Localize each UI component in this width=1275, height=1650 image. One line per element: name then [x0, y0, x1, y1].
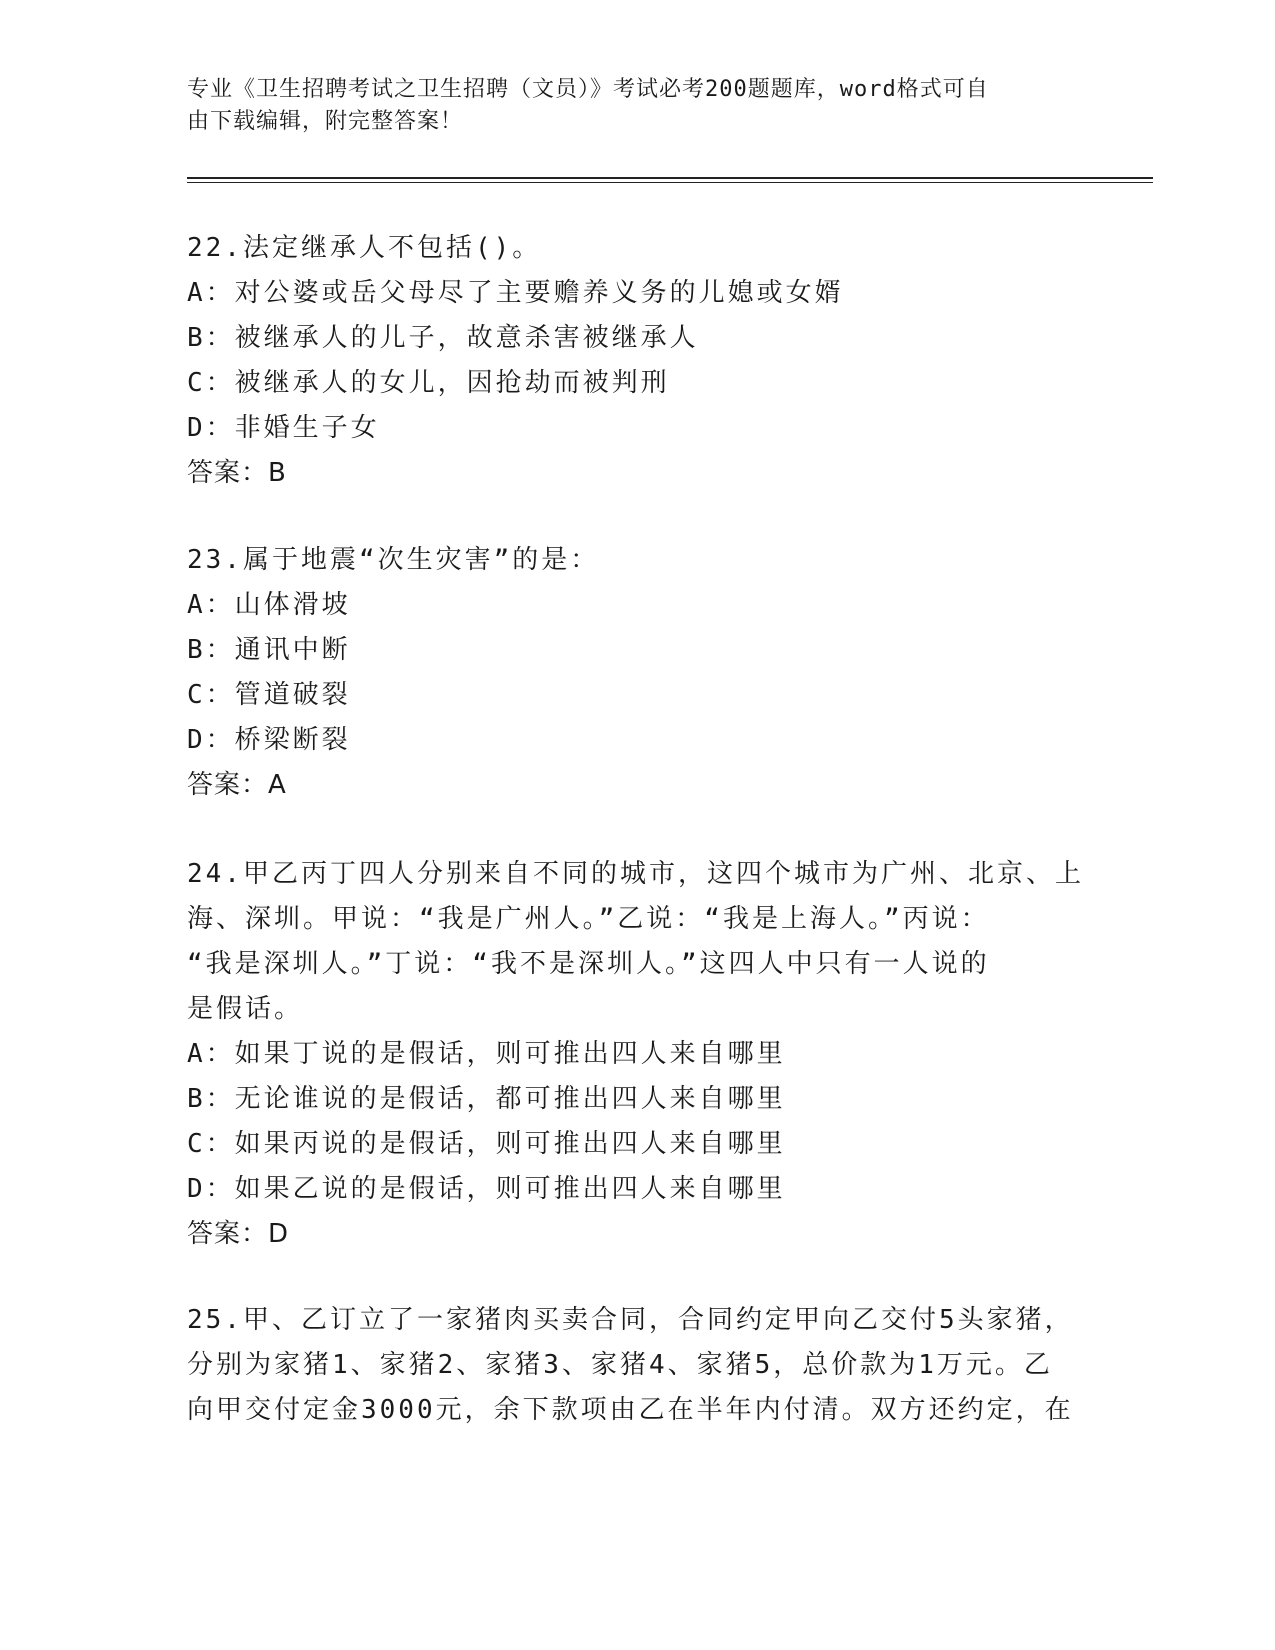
- document-header: [187, 74, 1067, 138]
- option-d: D：如果乙说的是假话，则可推出四人来自哪里: [187, 1174, 786, 1204]
- option-a: A：山体滑坡: [187, 590, 351, 620]
- question-stem-line-1: 24.甲乙丙丁四人分别来自不同的城市，这四个城市为广州、北京、上: [187, 859, 1084, 889]
- header-divider-thick: [187, 177, 1153, 179]
- option-c: C：如果丙说的是假话，则可推出四人来自哪里: [187, 1129, 786, 1159]
- question-stem-line-3: “我是深圳人。”丁说：“我不是深圳人。”这四人中只有一人说的: [187, 949, 990, 979]
- option-b: B：被继承人的儿子，故意杀害被继承人: [187, 323, 699, 353]
- option-c: C：管道破裂: [187, 680, 351, 710]
- question-25: [187, 1298, 1087, 1433]
- question-stem-line-4: 是假话。: [187, 994, 304, 1024]
- answer-label: 答案：A: [187, 770, 287, 800]
- option-d: D：桥梁断裂: [187, 725, 351, 755]
- option-b: B：无论谁说的是假话，都可推出四人来自哪里: [187, 1084, 786, 1114]
- question-24: [187, 852, 1087, 1257]
- option-a: A：如果丁说的是假话，则可推出四人来自哪里: [187, 1039, 786, 1069]
- header-divider-thin: [187, 182, 1153, 183]
- question-23: [187, 538, 1087, 808]
- option-c: C：被继承人的女儿，因抢劫而被判刑: [187, 368, 670, 398]
- question-stem: 22.法定继承人不包括()。: [187, 233, 542, 263]
- option-d: D：非婚生子女: [187, 413, 380, 443]
- option-a: A：对公婆或岳父母尽了主要赡养义务的儿媳或女婿: [187, 278, 844, 308]
- answer-label: 答案：D: [187, 1219, 290, 1249]
- question-22: [187, 226, 1087, 496]
- header-line-2: 由下载编辑，附完整答案！: [187, 109, 464, 134]
- question-stem-line-2: 海、深圳。甲说：“我是广州人。”乙说：“我是上海人。”丙说：: [187, 904, 990, 934]
- question-stem-line-3: 向甲交付定金3000元，余下款项由乙在半年内付清。双方还约定，在: [187, 1395, 1074, 1425]
- header-line-1: 专业《卫生招聘考试之卫生招聘（文员）》考试必考200题题库，word格式可自: [187, 77, 989, 102]
- option-b: B：通讯中断: [187, 635, 351, 665]
- question-stem-line-2: 分别为家猪1、家猪2、家猪3、家猪4、家猪5，总价款为1万元。乙: [187, 1350, 1053, 1380]
- question-stem-line-1: 25.甲、乙订立了一家猪肉买卖合同，合同约定甲向乙交付5头家猪，: [187, 1305, 1074, 1335]
- answer-label: 答案：B: [187, 458, 287, 488]
- question-stem: 23.属于地震“次生灾害”的是：: [187, 545, 600, 575]
